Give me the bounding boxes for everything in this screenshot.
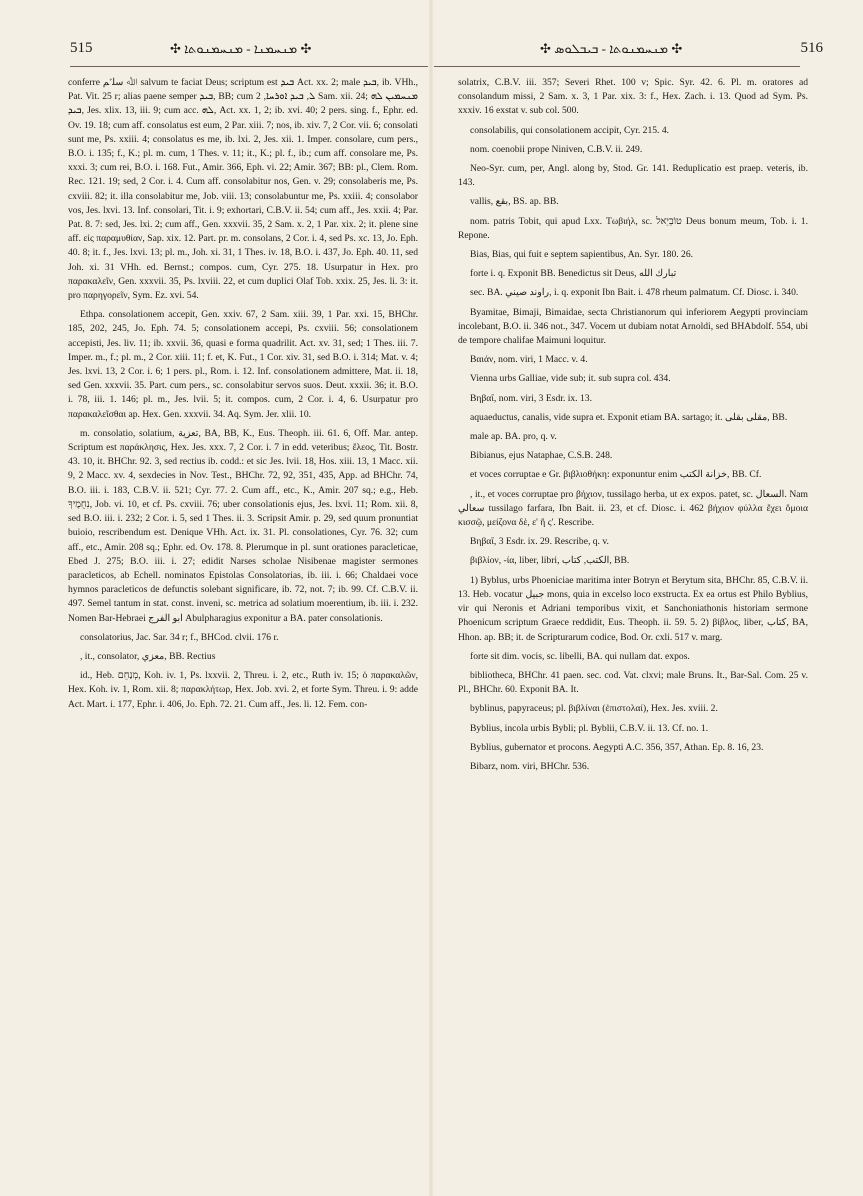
entry-paragraph: Ethpa. consolationem accepit, Gen. xxiv. 67, 2 Sam. xiii. 39, 1 Par. xxi. 15, BHChr. 185, 202, 245, Jo. Eph. 74. 5; consolationem accepi, Ps. cxviii. 56; consolationem accepisti, Jes. liv. 11; ib. xxvii. 36, quasi e forma quadrilit. Act. xv. 31, sed; 1 Thes. iii. 7. Imper. m., f.; pl. m., 2 Cor. xiii. 11; f. et, K. Fut., 1 Cor. xiv. 31, sed B.O. i. 314; Mat. v. 4; Jes. lxvi. 13, 2 Cor. i. 6; 1 pers. pl., Rom. i. 12. Inf. consolationem admittere, Mat. ii. 18, sed Gen. xxxvii. 35. Part. cum pers., sc. consolabitur servos suos. Deut. xxxii. 36; it. B.O. i. 78, iii. 1. 146; pl. m., Jes. lvii. 5; it. compos. cum, 2 Cor. i. 4, 6. Usurpatur pro παρακαλεῖσθαι ap. Hex. Gen. xxxvii. 34. Aq. Sym. Jer. xlii. 10. (68, 309, 418, 420)
entry-paragraph: id., Heb. מְנַחֵם, Koh. iv. 1, Ps. lxxvii. 2, Threu. i. 2, etc., Ruth iv. 15; ὁ παρακαλῶν, Hex. Koh. iv. 1, Rom. xii. 8; παρακλήτωρ, Hex. Job. xvi. 2, et forte Sym. Threu. i. 9: adde Act. Mart. i. 177, Ephr. i. 406, Jo. Eph. 72. 21. Cum aff., Jes. li. 12. Fem. con- (68, 670, 418, 710)
entry-paragraph: forte i. q. Exponit BB. Benedictus sit Deus, ﺗﺒﺎﺭﻙ ﺍﻟﻠﻪ (470, 268, 677, 280)
entry-paragraph: Bibianus, ejus Nataphae, C.S.B. 248. (470, 450, 613, 462)
left-running-title: ✣ ܡܢܚܡܢܐ - ܡܢܚܡܢܘܬܐ ✣ (170, 41, 312, 56)
entry-paragraph: bibliotheca, BHChr. 41 paen. sec. cod. Vat. clxvi; male Bruns. It., Bar-Sal. Com. 25 v. Pl., BHChr. 60. Exponit BA. It. (458, 669, 808, 696)
entry-paragraph: Vienna urbs Galliae, vide sub; it. sub supra col. 434. (470, 373, 671, 385)
entry-paragraph: m. consolatio, solatium, ﺗﻌﺰﻳﺔ, BA, BB, K., Eus. Theoph. iii. 61. 6, Off. Mar. antep. Scriptum est παράκλησις, Hex. Jes. xxx. 7, 2 Cor. i. 7 in edd. veteribus; ἔλεος, Tit. Bostr. 43. 10, it. BHChr. 92. 3, sed rectius ib. codd.: et sic Jes. lvii. 18, Hos. xiii. 13, 1 Macc. xii. 9, 2 Macc. xv. 4, sexdecies in Nov. Test., BHChr. 72, 92, 351, 435, App. ad BHChr. 74, B.O. iii. i. 183, C.B.V. ii. 521; Cyr. 77. 2. Cum aff., etc., K., Amir. 207 sq.; e.g., Heb. נִחֻמֶיךָ, Job. vi. 10, et cf. Ps. cxviii. 76; uber consolationis ejus, Jes. lxvi. 11; Rom. xii. 8, sed B.O. iii. i. 232; 2 Cor. i. 5, sed 1 Thes. ii. 3. Scripsit Amir. p. 29, sed quum pronuntiat buioio, rescribendum est. Denique VHh. Act. ix. 31. Pl. consolationes, Cyr. 76. 32; cum aff., etc., Amir. 208 sq.; Ephr. ed. Ov. 178. 8. Plerumque in pl. sunt orationes paracleticae, Ebed J. 275; B.O. iii. i. 27; edidit Narses scholae Nisibenae magister sermones paracleticos, ab Echell. nominatos Epistolas Consolatorias, ib. iii. i. 66; Chaldaei voce hymnos paracleticos de defunctis solebant significare, ib. 72, not. 7; ib. 99. Cf. C.B.V. ii. 497. Semel tantum in stat. const. inveni, sc. metrica ad solatium moerentium, ib. iii. i. 232. Nomen Bar-Hebraei ﺍﺑﻮ ﺍﻟﻔﺮﺝ Abulpharagius exponitur a BA. pater consolationis. (68, 427, 418, 624)
page-fold (428, 0, 434, 1196)
header-rule (70, 66, 800, 67)
entry-paragraph: Byblius, incola urbis Bybli; pl. Byblii, C.B.V. ii. 13. Cf. no. 1. (470, 722, 709, 734)
entry-paragraph: byblinus, papyraceus; pl. βιβλίναι (ἐπιστολαί), Hex. Jes. xviii. 2. (470, 703, 718, 715)
entry-paragraph: Byamitae, Bimaji, Bimaidae, secta Christianorum qui inferiorem Aegypti provinciam incolebant, B.O. ii. 346 not., 347. Vocem ut dubiam notat Arnoldi, sed BHAbdolf. 554, ubi de tempore chalifae Maimuni loquitur. (458, 306, 808, 347)
entry-paragraph: conferre ﷲ ﺳﻠﱠﻢ salvum te faciat Deus; scriptum est ܒܝܕ Act. xx. 2; male ܒܝܕ, ib. VHh., Pat. Vit. 25 r; alias paene semper ܒܝܕ, BB; cum ܠ, ܒܝܕ ܐܘܪܚܐ, 2 Sam. xii. 24; ܡܢܚܡܝܢ ܠܗ ܒܝܕ, Jes. xlix. 13, iii. 9; cum acc. ܠܗ, Act. xx. 1, 2; ib. xvi. 40; 2 pers. sing. f., Ephr. ed. Ov. 19. 18; cum aff. consolatus est eum, 2 Par. xiii. 7; nos, ib. xiv. 7, 2 Cor. vii. 6; consolati sunt me, Ps. xxiii. 4; consolatus es me, ib. lxi. 2, Jes. xii. 1. Imper. consolare, cum pers., B.O. i. 135; f., K.; pl. m. cum, 1 Thes. v. 11; it., K.; pl. f., ib.; cum aff. consolare me, Ps. xxxi. 3; cum rei, B.O. i. 168. Fut., Amir. 366, Eph. vi. 22; Amir. 367; BB: pl., Clem. Rom. Rec. 121. 19; sed, 2 Cor. i. 4. Cum aff. consolabitur nos, Gen. v. 29; consolaberis me, Ps. cxviii. 82; it. illa consolabitur me, Job. viii. 13; consolabuntur me, Ps. xxiii. 4; consolabor vos, Jes. lxvi. 13. Inf. consolari, Tit. i. 9; exhortari, C.B.V. ii. 54; cum aff., Jes. xxii. 4; Par. Pat. 8. 7: sed, Jes. lxi. 2; cum aff., Gen. xxxvii. 35, 2 Sam. x. 2, 1 Par. xix. 2; it. plene sine aff. εἰς παραμυθίαν, Sap. xix. 12. Part. pr. m. consolans, 2 Cor. i. 4, sed Ps. xc. 13, Jo. Eph. 40. 8; it. f., Jes. lxvi. 13; pl. m., Joh. xi. 31, 1 Thes. iv. 18, B.O. i. 437, Jo. Eph. 40. 11, sed Joh. xi. 31 VHh. ed. Bernst.; compos. cum, Cyr. 275. 18. Usurpatur in Hex. pro παρακαλεῖν, Gen. xxxvii. 35, Ps. lxviii. 22, et cum duplici Olaf Tob. xxix. 25, Jes. li. 3: it. pro παρηγορεῖν, Sym. Ez. xvi. 54. (68, 77, 419, 302)
entry-paragraph: nom. patris Tobit, qui apud Lxx. Τωβιήλ, sc. טוֹבְיֵאל Deus bonum meum, Tob. i. 1. Repone. (458, 215, 809, 241)
left-column (68, 76, 418, 717)
entry-paragraph: nom. coenobii prope Niniven, C.B.V. ii. 249. (470, 143, 643, 155)
entry-paragraph: Bibarz, nom. viri, BHChr. 536. (470, 760, 590, 772)
right-running-title: ✣ ܡܢܚܡܢܘܬܐ - ܒܝܒܠܘܣ ✣ (540, 41, 683, 56)
left-page-number: 515 (70, 40, 93, 56)
entry-paragraph: consolabilis, qui consolationem accipit, Cyr. 215. 4. (470, 124, 670, 136)
entry-paragraph: solatrix, C.B.V. iii. 357; Severi Rhet. 100 v; Spic. Syr. 42. 6. Pl. m. oratores ad consolandum missi, 2 Sam. x. 3, 1 Par. xix. 3: f., Hex. Zach. i. 13. Quod ad Sym. Ps. xxxiv. 16 exstat v. sub col. 500. (458, 77, 808, 117)
entry-paragraph: , it., consolator, ﻣﻌﺰﻱ, BB. Rectius (80, 650, 216, 662)
right-column (458, 76, 808, 779)
entry-paragraph: forte sit dim. vocis, sc. libelli, BA. qui nullam dat. expos. (470, 650, 690, 662)
entry-paragraph: Bias, Bias, qui fuit e septem sapientibus, An. Syr. 180. 26. (470, 249, 694, 261)
entry-paragraph: βιβλίον, -ία, liber, libri, ﺍﻟﻜﺘﺐ, ﻛﺘﺎﺏ, BB. (470, 555, 630, 567)
entry-paragraph: male ap. BA. pro, q. v. (470, 431, 557, 443)
entry-paragraph: Βηβαΐ, 3 Esdr. ix. 29. Rescribe, q. v. (470, 536, 609, 548)
entry-paragraph: vallis, ﺑﻘﻊ, BS. ap. BB. (470, 196, 559, 208)
entry-paragraph: Βηβαΐ, nom. viri, 3 Esdr. ix. 13. (470, 392, 592, 404)
entry-paragraph: Neo-Syr. cum, per, Angl. along by, Stod. Gr. 141. Reduplicatio est praep. veteris, ib. 143. (458, 163, 808, 189)
entry-paragraph: consolatorius, Jac. Sar. 34 r; f., BHCod. clvii. 176 r. (80, 631, 279, 643)
entry-paragraph: sec. BA. ﺭﺍﻭﻧﺪ ﺻﻴﻨﻲ, i. q. exponit Ibn Bait. i. 478 rheum palmatum. Cf. Diosc. i. 340. (470, 287, 799, 299)
entry-paragraph: et voces corruptae e Gr. βιβλιοθήκη: exponuntur enim ﺧﺰﺍﻧﺔ ﺍﻟﻜﺘﺐ, BB. Cf. (470, 469, 762, 481)
entry-paragraph: Βαιάν, nom. viri, 1 Macc. v. 4. (470, 354, 588, 366)
entry-paragraph: , it., et voces corruptae pro βήχιον, tussilago herba, ut ex expos. patet, sc. ﺍﻟﺴﻌﺎﻝ. Nam ﺳﻌﺎﻟﻲ tussilago farfara, Ibn Bait. ii. 23, et cf. Diosc. i. 462 βήχιον φύλλα ἔχει ὅμοια κισσῷ, μείζονα δὲ, ε' ἢ ς'. Rescribe. (458, 488, 809, 529)
entry-paragraph: aquaeductus, canalis, vide supra et. Exponit etiam BA. sartago; it. ﻣﻘﻠﻰ ﺑﻘﻠﻰ, BB. (470, 411, 788, 423)
entry-paragraph: 1) Byblus, urbs Phoeniciae maritima inter Botryn et Berytum sita, BHChr. 85, C.B.V. ii. 13. Heb. vocatur ﺟﺒﻴﻞ mons, quia in excelso loco exstructa. Ex ea ortus est Philo Byblius, vir qui Neronis et Adriani temporibus vixit, et Sanchoniathonis historiam sermone Phoenicum scriptum Graece reddidit, Eus. Theoph. ii. 59. 5. 2) βίβλος, liber, ﻛﺘﺎﺏ, BA, Hhon. ap. BB; it. de Scripturarum codice, Bod. Or. cxli. 517 v. marg. (458, 574, 808, 643)
right-page-number: 516 (800, 40, 823, 56)
entry-paragraph: Byblius, gubernator et procons. Aegypti A.C. 356, 357, Athan. Ep. 8. 16, 23. (470, 741, 764, 753)
